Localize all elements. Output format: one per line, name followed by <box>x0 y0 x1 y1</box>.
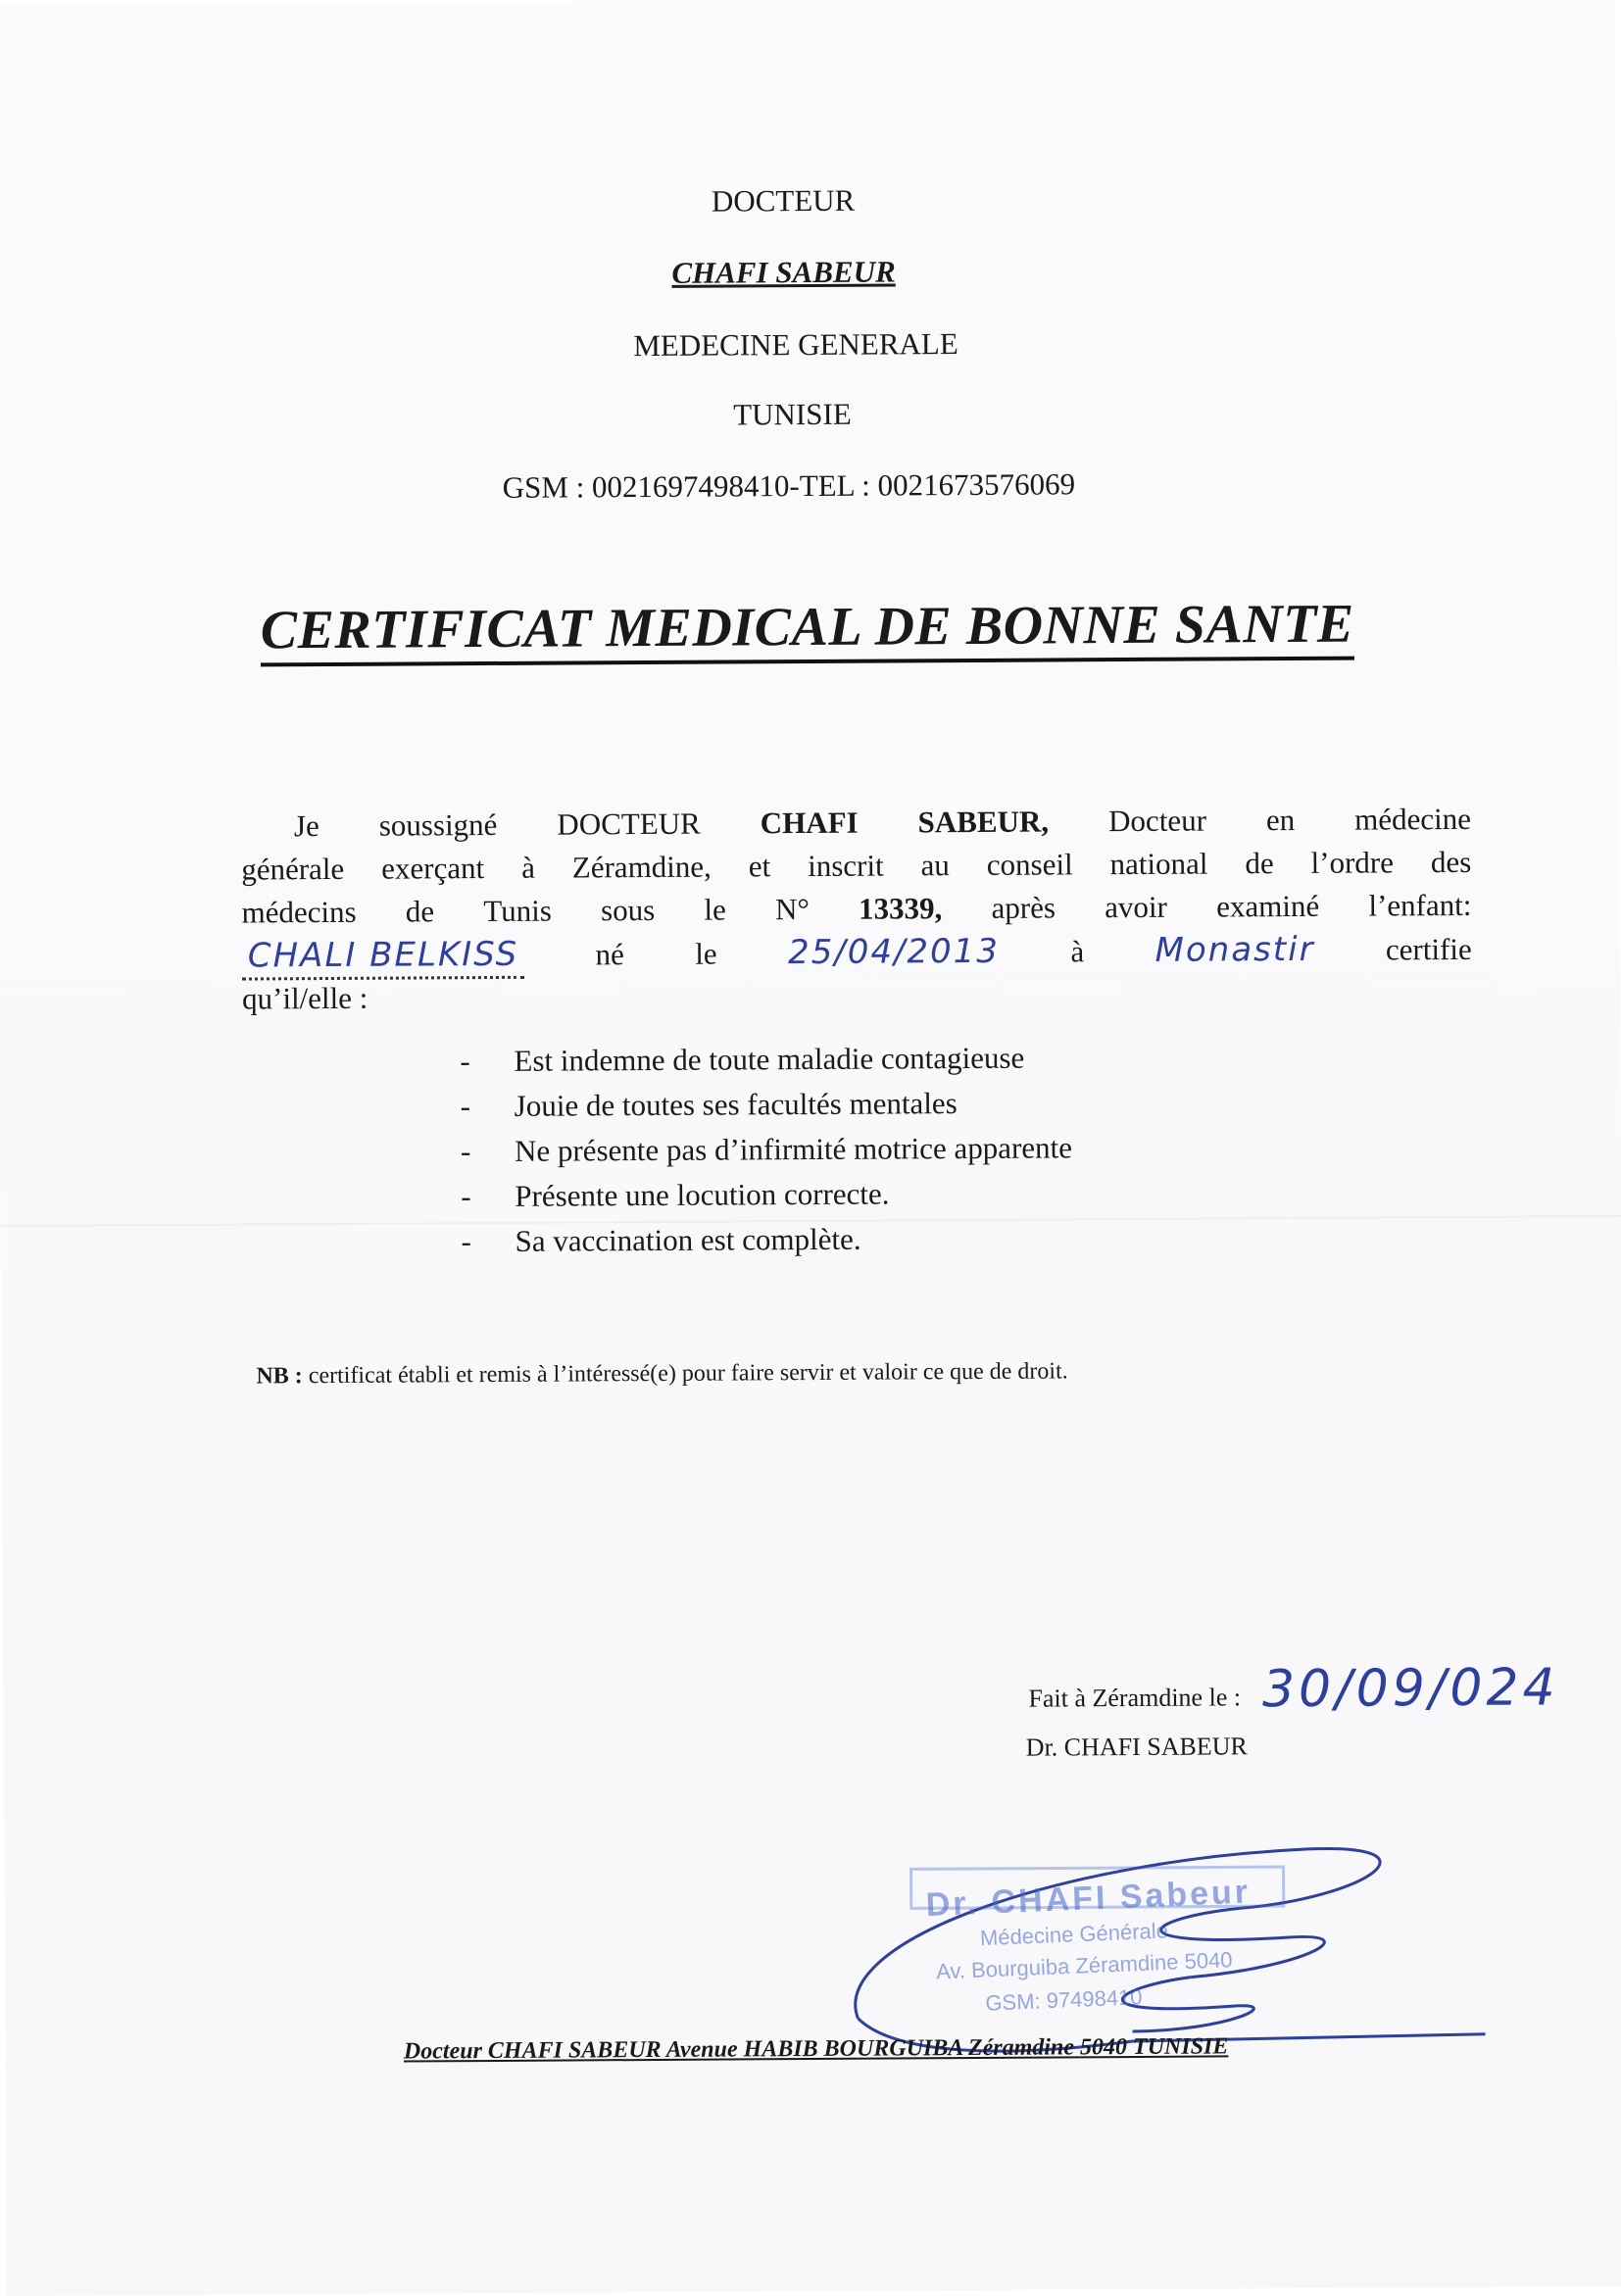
body-word: conseil <box>986 847 1073 882</box>
body-word: de <box>405 894 435 929</box>
body-word: de <box>1245 846 1274 881</box>
body-word: sous <box>600 892 656 928</box>
note-text: certificat établi et remis à l’intéressé(e) pour faire servir et valoir ce que de droit. <box>308 1358 1068 1390</box>
registration-number: 13339, <box>859 891 943 926</box>
note-label: NB : <box>256 1363 303 1390</box>
body-word: Zéramdine, <box>571 849 712 885</box>
body-word: Docteur <box>1107 803 1207 839</box>
body-word: en <box>1265 802 1296 838</box>
finding-text: Est indemne de toute maladie contagieuse <box>514 1040 1025 1078</box>
body-word: avoir <box>1105 889 1168 925</box>
body-word: générale <box>241 851 345 887</box>
body-word: des <box>1430 844 1472 880</box>
body-word: au <box>920 848 950 883</box>
body-word: après <box>991 890 1056 925</box>
certificate-body <box>241 798 1472 1021</box>
closing-place-date <box>1028 1658 1559 1728</box>
findings-list <box>460 1040 1072 1269</box>
born-label-le: le <box>695 936 717 971</box>
body-word: médecine <box>1354 801 1472 837</box>
header-specialty: MEDECINE GENERALE <box>633 326 958 364</box>
body-line-1 <box>241 798 1471 849</box>
list-dash: - <box>460 1044 470 1079</box>
body-word: soussigné <box>378 806 498 843</box>
finding-text: Ne présente pas d’infirmité motrice apparente <box>514 1130 1073 1168</box>
header-phones: GSM : 0021697498410-TEL : 0021673576069 <box>502 466 1076 505</box>
list-item <box>461 1085 1072 1134</box>
body-line-2 <box>241 841 1471 892</box>
body-word: l’ordre <box>1310 845 1395 880</box>
birth-date-handwritten: 25/04/2013 <box>787 931 1001 973</box>
at-label: à <box>1070 934 1085 969</box>
document-title-text: CERTIFICAT MEDICAL DE BONNE SANTE <box>261 594 1354 667</box>
closing-date-handwritten: 30/09/024 <box>1261 1658 1559 1720</box>
body-line-3 <box>241 884 1471 935</box>
born-label: né <box>595 937 624 972</box>
stamp-gsm: GSM: 97498410 <box>984 1984 1143 2016</box>
list-item <box>461 1175 1072 1224</box>
list-dash: - <box>460 1089 471 1124</box>
list-item <box>461 1130 1072 1179</box>
body-word: examiné <box>1216 888 1320 924</box>
body-word: N° <box>774 892 810 927</box>
body-word: médecins <box>241 894 357 930</box>
birth-place-handwritten: Monastir <box>1154 929 1315 970</box>
body-word: à <box>521 850 536 885</box>
body-doctor-last: SABEUR, <box>917 804 1050 840</box>
stamp-name: Dr. CHAFI Sabeur <box>925 1873 1252 1925</box>
stamp-specialty: Médecine Générale <box>979 1918 1169 1951</box>
finding-text: Jouie de toutes ses facultés mentales <box>514 1086 958 1123</box>
body-word: exerçant <box>381 851 485 886</box>
footer-text: Docteur CHAFI SABEUR Avenue HABIB BOURGUIBA Zéramdine 5040 TUNISIE <box>403 2033 1229 2065</box>
body-word: qu’il/elle : <box>241 980 368 1016</box>
header-doctor-name: CHAFI SABEUR <box>671 254 896 290</box>
body-word: Tunis <box>483 893 552 929</box>
list-dash: - <box>460 1134 471 1169</box>
finding-text: Sa vaccination est complète. <box>515 1221 861 1258</box>
header-title: DOCTEUR <box>711 182 856 219</box>
header-country: TUNISIE <box>733 396 852 432</box>
body-word: DOCTEUR <box>557 806 701 842</box>
stamp-address: Av. Bourguiba Zéramdine 5040 <box>935 1947 1233 1984</box>
body-word: et <box>748 849 771 884</box>
body-word: l’enfant: <box>1368 887 1472 923</box>
document-title <box>0 591 1618 663</box>
closing-place-label: Fait à Zéramdine le : <box>1028 1683 1242 1713</box>
list-dash: - <box>461 1179 471 1214</box>
list-item <box>461 1220 1072 1269</box>
body-word: national <box>1109 846 1208 882</box>
note-line <box>256 1358 1067 1390</box>
body-word: le <box>704 892 726 927</box>
list-item <box>460 1040 1071 1089</box>
finding-text: Présente une locution correcte. <box>515 1176 890 1213</box>
signer-name: Dr. CHAFI SABEUR <box>1025 1732 1248 1762</box>
body-doctor-first: CHAFI <box>760 805 859 841</box>
child-name-handwritten: CHALI BELKISS <box>242 933 525 981</box>
body-line-4 <box>242 927 1472 978</box>
certifies-label: certifie <box>1385 931 1472 967</box>
body-word: Je <box>293 808 319 844</box>
body-word: inscrit <box>808 848 884 884</box>
list-dash: - <box>461 1224 472 1259</box>
